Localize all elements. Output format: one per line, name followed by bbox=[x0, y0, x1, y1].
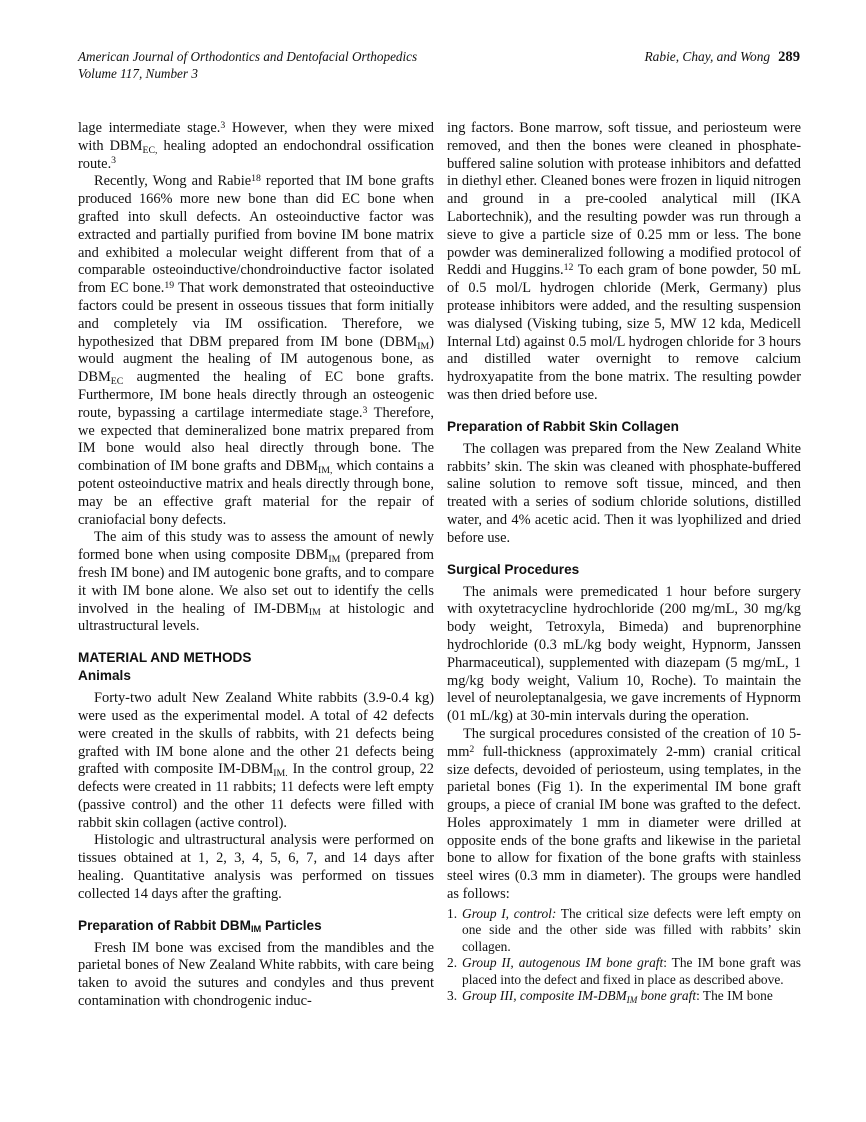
list-item-text: Group I, control: The critical size defects were left empty on one side and the other side was filled with rabbits’ skin collagen. bbox=[462, 905, 802, 954]
header-authors: Rabie, Chay, and Wong bbox=[644, 49, 771, 64]
subsection-heading-dbm-particles: Preparation of Rabbit $DBM_{IM}$ Particles bbox=[78, 917, 322, 935]
paragraph: Forty-two adult New Zealand White rabbits (3.9-0.4 kg) were used as the experimental model. A total of 42 defects were created in the skulls of rabbits, with 21 defects being grafted with IM bone alone and the other 21 defects being grafted with composite $IM-DBM_{IM.}$ In the control group, 22 defects were created in 11 rabbits; 11 defects were left empty (passive control) and the other 11 defects were filled with rabbit skin collagen (active control). bbox=[78, 690, 434, 831]
list-item bbox=[447, 906, 801, 956]
list-item-text: Group III, composite $IM-DBM_{IM}$ bone graft: The IM bone bbox=[462, 988, 773, 1006]
list-item bbox=[447, 988, 801, 1005]
list-item-number: 2. bbox=[447, 955, 458, 971]
list-item-text: Group II, autogenous IM bone graft: The IM bone graft was placed into the defect and fixed in place as described above. bbox=[462, 955, 801, 987]
running-header-right bbox=[480, 48, 800, 66]
subsection-heading-surgical-procedures: Surgical Procedures bbox=[447, 561, 580, 577]
group-list bbox=[447, 906, 801, 1005]
paragraph: The aim of this study was to assess the amount of newly formed bone when using composite $DBM_{IM}$ (prepared from fresh IM bone) and IM autogenic bone grafts, and to compare it with IM bone alone. We also set out to identify the cells involved in the healing of $IM-DBM_{IM}$ at histologic and ultrastructural levels. bbox=[78, 529, 435, 635]
section-heading-material-and-methods: MATERIAL AND METHODS bbox=[78, 650, 252, 666]
header-page-number: 289 bbox=[778, 49, 800, 65]
paragraph: lage intermediate stage.$^3$ However, when they were mixed with $DBM_{EC,}$ healing adopted an endochondral ossification route.$^3$ bbox=[78, 119, 435, 172]
paragraph: Recently, Wong and Rabie$^{18}$ reported that IM bone grafts produced 166% more new bone than did EC bone when grafted into skull defects. An osteoinductive factor was extracted and partially purified from bovine IM bone matrix and exhibited a molecular weight different from that of a comparable osteoinductive/chondroinductive factor isolated from EC bone.$^{19}$ That work demonstrated that osteoinductive factors could be present in osseous tissues that form initially and completely via IM ossification. Therefore, we hypothesized that DBM prepared from IM bone $(DBM_{IM})$ would augment the healing of IM autogenous bone, as $DBM_{EC}$ augmented the healing of EC bone grafts. Furthermore, IM bone heals directly through an osteogenic route, bypassing a cartilage intermediate stage.$^3$ Therefore, we expected that demineralized bone matrix prepared from IM bone would also heal directly through bone. The combination of IM bone grafts and $DBM_{IM,}$ which contains a potent osteoinductive matrix and heals directly through bone, may be an effective graft material for the repair of craniofacial bony defects. bbox=[78, 173, 435, 528]
volume-line: Volume 117, Number 3 bbox=[78, 66, 198, 81]
paragraph: The animals were premedicated 1 hour before surgery with oxytetracycline hydrochloride (200 mg/mL, 30 mg/kg body weight, Tetroxyla, Bimeda) and buprenorphine hydrochloride (0.3 mL/kg body weight, Hypnorm, Janssen Pharmaceutical), supplemented with diazepam (5 mg/mL, 1 mg/kg body weight, Valium 10, Roche). To maintain the level of neuroleptanalgesia, we gave increments of Hypnorm (01 mL/kg) at 30-min intervals during the operation. bbox=[447, 583, 801, 725]
column-left bbox=[78, 120, 434, 1011]
running-header-left bbox=[78, 48, 498, 82]
paragraph: Fresh IM bone was excised from the mandibles and the parietal bones of New Zealand White rabbits, with care being taken to avoid the sutures and condyles and thus prevent contamination with chondrogenic induc- bbox=[78, 939, 434, 1010]
paragraph: The surgical procedures consisted of the creation of 10 $5-mm^2$ full-thickness (approximately 2-mm) cranial critical size defects, devoided of periosteum, using templates, in the parietal bones (Fig 1). In the experimental IM bone graft groups, a piece of cranial IM bone was grafted to the defect. Holes approximately 1 mm in diameter were drilled at opposite ends of the bone grafts and likewise in the parietal bone to allow for fixation of the bone grafts with stainless steel wires (0.3 mm in diameter). The groups were handled as follows: bbox=[447, 725, 801, 903]
paragraph: Histologic and ultrastructural analysis were performed on tissues obtained at 1, 2, 3, 4, 5, 6, 7, and 14 days after healing. Quantitative analysis was performed on tissues collected 14 days after the grafting. bbox=[78, 832, 434, 902]
column-right bbox=[447, 120, 801, 1005]
paragraph: ing factors. Bone marrow, soft tissue, and periosteum were removed, and then the bones were cleaned in phosphate-buffered saline solution with protease inhibitors and defatted in diethyl ether. Cleaned bones were frozen in liquid nitrogen and ground in a pre-cooled analytical mill (IKA Labortechnik), and the resulting powder was run through a sieve to give a particle size of 0.25 mm or less. The bone powder was demineralized following a modified protocol of Reddi and Huggins.$^{12}$ To each gram of bone powder, 50 mL of 0.5 mol/L hydrogen chloride (Merk, Germany) plus protease inhibitors were added, and the resulting suspension was dialysed (Visking tubing, size 5, MW 12 kda, Medicell Internal Ltd) against 0.5 mol/L hydrogen chloride for 3 hours and distilled water overnight to remove calcium hydroxyapatite from the bone matrix. The resulting powder was then dried before use. bbox=[447, 120, 802, 403]
subsection-heading-animals: Animals bbox=[78, 668, 131, 684]
journal-title: American Journal of Orthodontics and Dentofacial Orthopedics bbox=[78, 49, 418, 64]
list-item-number: 3. bbox=[447, 988, 458, 1004]
paragraph: The collagen was prepared from the New Zealand White rabbits’ skin. The skin was cleaned with phosphate-buffered saline solution to remove soft tissue, minced, and then treated with a series of sodium chloride solutions, distilled water, and 4% acetic acid. Then it was lyophilized and dried before use. bbox=[447, 440, 801, 546]
list-item-number: 1. bbox=[447, 905, 458, 921]
subsection-heading-skin-collagen: Preparation of Rabbit Skin Collagen bbox=[447, 418, 679, 434]
list-item bbox=[447, 955, 801, 988]
